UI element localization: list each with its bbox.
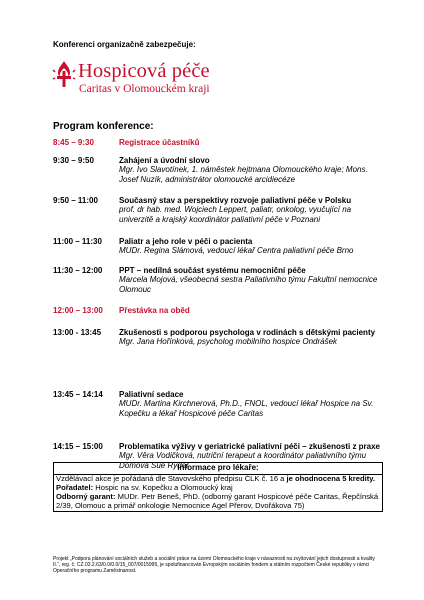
program-title: Přestávka na oběd bbox=[119, 306, 190, 315]
program-speaker: MUDr. Regina Slámová, vedoucí lékař Centra paliativní péče Brno bbox=[119, 246, 354, 256]
program-row bbox=[53, 237, 383, 256]
organizer-label: Konferenci organizačně zabezpečuje: bbox=[53, 40, 196, 49]
doctor-info-box bbox=[53, 462, 383, 512]
logo-subtitle: Caritas v Olomouckém kraji bbox=[79, 83, 210, 95]
program-body bbox=[119, 306, 383, 315]
program-body bbox=[119, 328, 383, 347]
program-body bbox=[119, 196, 383, 224]
program-body bbox=[119, 156, 383, 184]
program-time: 11:00 – 11:30 bbox=[53, 237, 102, 246]
program-time: 9:50 – 11:00 bbox=[53, 196, 98, 205]
guarantor-field-label: Odborný garant: bbox=[56, 491, 116, 501]
program-title: Problematika výživy v geriatrické paliativní péči – zkušenosti z praxe bbox=[119, 442, 381, 451]
program-speaker: Mgr. Ivo Slavotínek, 1. náměstek hejtmana Olomouckého kraje; Mons. Josef Nuzík, administrátor olomoucké arcidiecéze bbox=[119, 165, 368, 184]
program-time: 13:00 - 13:45 bbox=[53, 328, 102, 337]
program-row bbox=[53, 138, 383, 147]
program-speaker: Mgr. Jana Hořínková, psycholog mobilního hospice Ondrášek bbox=[119, 337, 338, 347]
program-row bbox=[53, 266, 383, 294]
guarantor-field-value: MUDr. Petr Beneš, PhD. (odborný garant Hospicové péče Caritas, Řepčínská 2/39, Olomouc a primář onkologie Nemocnice Agel Přerov, Dvořákova 75) bbox=[56, 491, 379, 510]
program-title: Paliativní sedace bbox=[119, 390, 184, 399]
program-time: 14:15 – 15:00 bbox=[53, 442, 103, 451]
program-row bbox=[53, 390, 383, 418]
program-heading: Program konference: bbox=[53, 121, 154, 132]
organizer-field-value: Hospic na sv. Kopečku a Olomoucký kraj bbox=[95, 482, 233, 492]
program-speaker: Mgr. Věra Vodičková, nutriční terapeut a koordinátor paliativního týmu Domova Sue Ryder bbox=[119, 451, 367, 470]
program-time: 12:00 – 13:00 bbox=[53, 306, 103, 315]
program-body bbox=[119, 138, 383, 147]
logo-title: Hospicová péče bbox=[78, 60, 210, 82]
program-title: Zahájení a úvodní slovo bbox=[119, 156, 210, 165]
program-time: 9:30 – 9:50 bbox=[53, 156, 94, 165]
program-body bbox=[119, 237, 383, 256]
program-row bbox=[53, 328, 383, 347]
hospicova-pece-logo bbox=[52, 58, 252, 98]
program-time: 13:45 – 14:14 bbox=[53, 390, 103, 399]
program-body bbox=[119, 266, 383, 294]
program-body bbox=[119, 390, 383, 418]
program-speaker: Marcela Mojová, všeobecná sestra Paliativního týmu Fakultní nemocnice Olomouc bbox=[119, 275, 378, 294]
program-title: PPT – nedílná součást systému nemocniční péče bbox=[119, 266, 306, 275]
program-time: 8:45 – 9:30 bbox=[53, 138, 94, 147]
program-title: Registrace účastníků bbox=[119, 138, 200, 147]
accreditation-credits: je ohodnocena 5 kredity. bbox=[286, 473, 375, 483]
guarantor-line bbox=[54, 493, 382, 511]
info-heading: Informace pro lékaře: bbox=[54, 463, 382, 475]
program-speaker: prof. dr hab. med. Wojciech Leppert, paliatr, onkolog, vyučující na univerzitě a krajský koordinátor paliativní péče v Poznani bbox=[119, 205, 352, 224]
program-title: Paliatr a jeho role v péči o pacienta bbox=[119, 237, 253, 246]
program-row bbox=[53, 196, 383, 224]
program-title: Současný stav a perspektivy rozvoje paliativní péče v Polsku bbox=[119, 196, 352, 205]
project-footer-note: Projekt „Podpora plánování sociálních služeb a sociální práce na území Olomouckého kraje v návaznosti na zvyšování jejich dostupnosti a kvality II.“, reg. č. CZ.03.2.63/0.0/0.0/15_007/0015995, je spolufinancován Evropským sociálním fondem a státním rozpočtem České republiky v rámci Operačního programu Zaměstnanost. bbox=[53, 556, 375, 574]
program-row bbox=[53, 306, 383, 315]
program-row bbox=[53, 156, 383, 184]
accreditation-text: Vzdělávací akce je pořádaná dle Stavovského předpisu ČLK č. 16 a bbox=[56, 473, 285, 483]
program-title: Zkušenosti s podporou psychologa v rodinách s dětskými pacienty bbox=[119, 328, 376, 337]
organizer-field-label: Pořadatel: bbox=[56, 482, 94, 492]
program-time: 11:30 – 12:00 bbox=[53, 266, 103, 275]
caritas-flame-cross-icon bbox=[52, 60, 76, 88]
program-speaker: MUDr. Martina Kirchnerová, Ph.D., FNOL, vedoucí lékař Hospice na Sv. Kopečku a lékař Hospicové péče Caritas bbox=[119, 399, 374, 418]
